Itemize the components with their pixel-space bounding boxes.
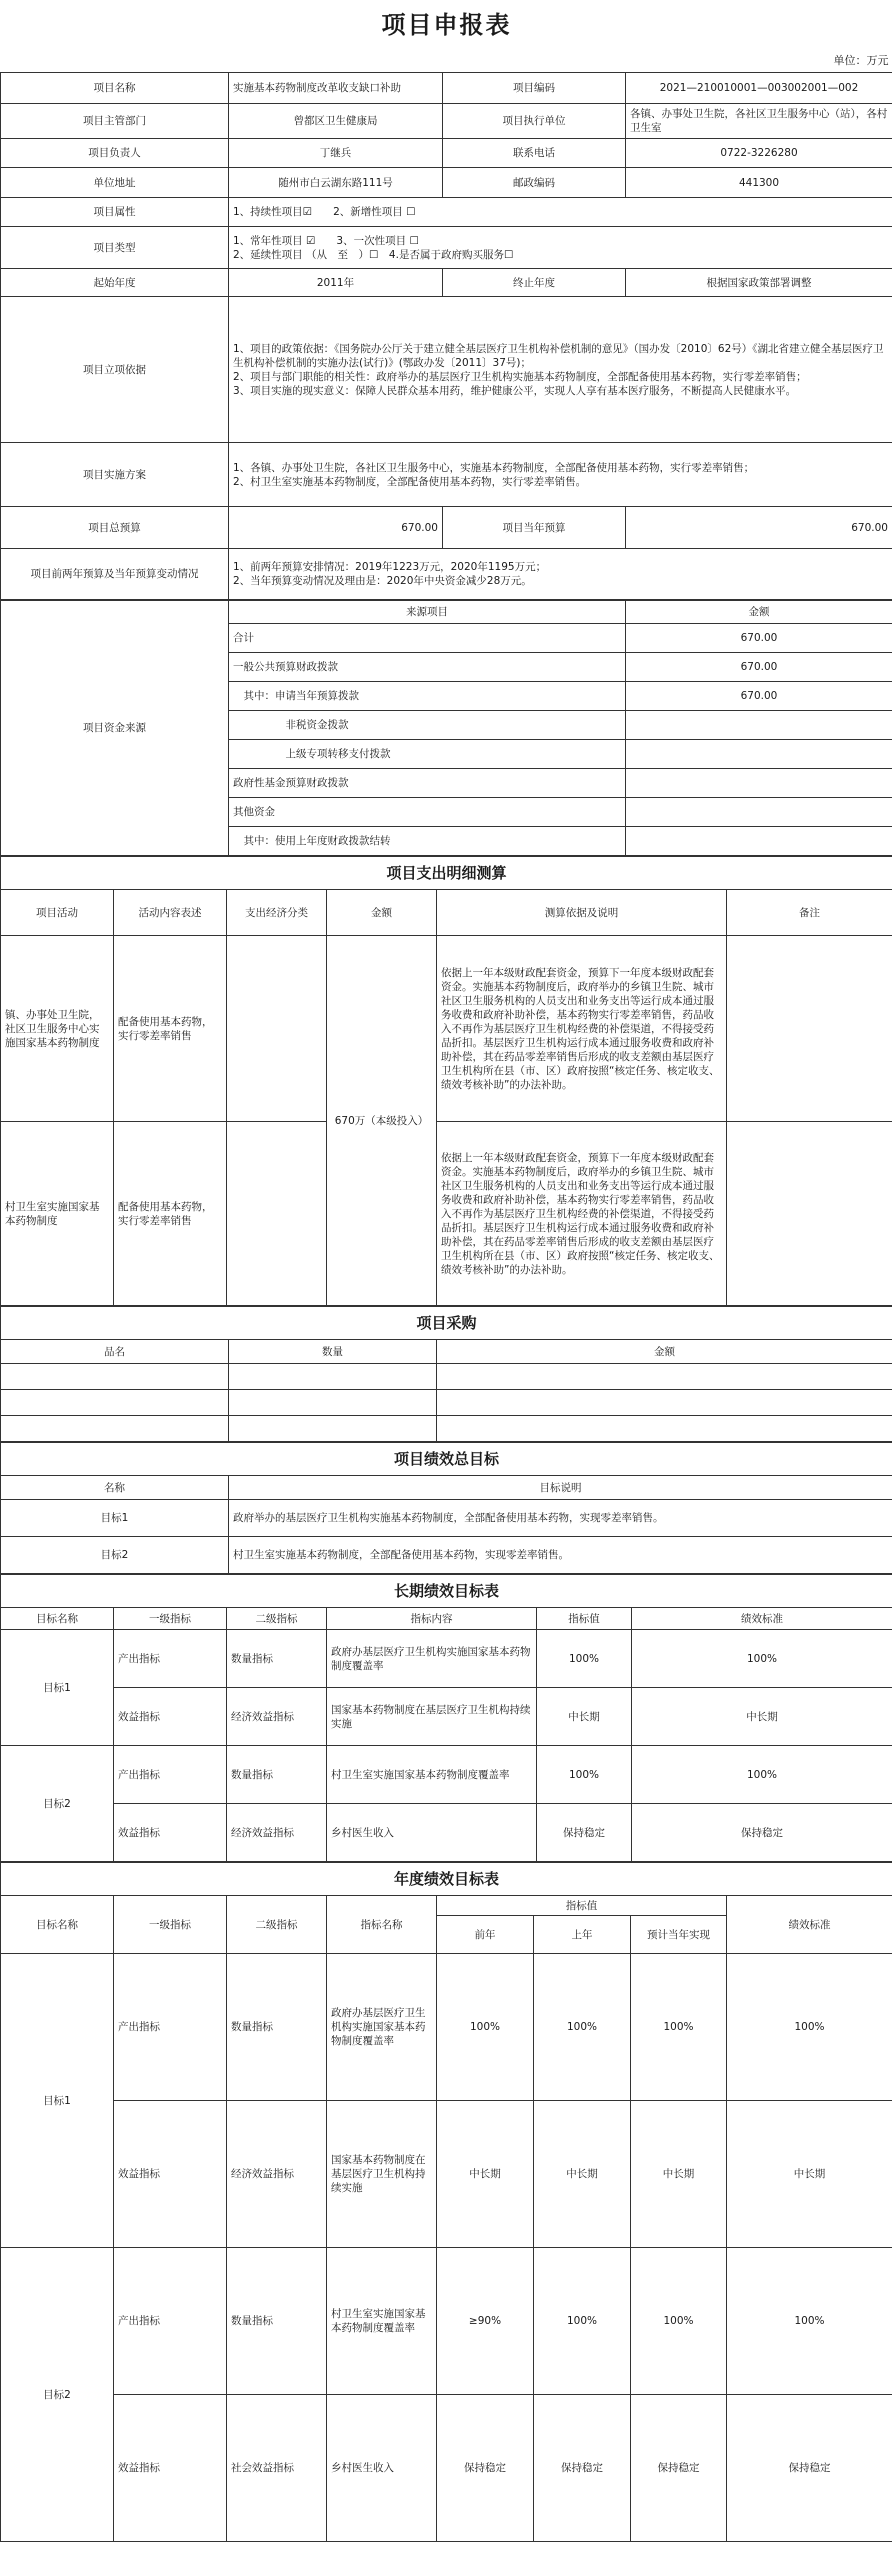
expense-activity: 村卫生室实施国家基本药物制度 bbox=[1, 1122, 114, 1306]
annual-l2: 经济效益指标 bbox=[227, 2101, 327, 2248]
annual-standard: 100% bbox=[727, 1954, 892, 2101]
performance-goals-table bbox=[0, 1442, 892, 1574]
annual-indicator: 国家基本药物制度在基层医疗卫生机构持续实施 bbox=[327, 2101, 437, 2248]
dept-label: 项目主管部门 bbox=[1, 104, 229, 139]
annual-subheader: 前年 bbox=[437, 1916, 534, 1954]
total-budget-value: 670.00 bbox=[229, 507, 443, 549]
expense-header: 测算依据及说明 bbox=[437, 890, 727, 936]
annual-goal-name: 目标1 bbox=[1, 1954, 114, 2248]
fund-row-amount bbox=[626, 827, 892, 856]
annual-l1: 产出指标 bbox=[114, 1954, 227, 2101]
procurement-cell bbox=[229, 1390, 437, 1416]
end-year-label: 终止年度 bbox=[443, 269, 626, 297]
annual-value-current: 保持稳定 bbox=[631, 2395, 727, 2542]
exec-label: 项目执行单位 bbox=[443, 104, 626, 139]
expense-note bbox=[727, 1122, 892, 1306]
expense-detail-table bbox=[0, 856, 892, 1306]
project-name-value: 实施基本药物制度改革收支缺口补助 bbox=[229, 73, 443, 104]
goal-name: 目标2 bbox=[1, 1537, 229, 1574]
long-term-l1: 效益指标 bbox=[114, 1688, 227, 1746]
long-term-l1: 产出指标 bbox=[114, 1746, 227, 1804]
year-budget-value: 670.00 bbox=[626, 507, 892, 549]
procurement-header: 品名 bbox=[1, 1340, 229, 1364]
annual-indicator: 乡村医生收入 bbox=[327, 2395, 437, 2542]
postcode-label: 邮政编码 bbox=[443, 168, 626, 198]
fund-source-table bbox=[0, 600, 892, 856]
plan-label: 项目实施方案 bbox=[1, 443, 229, 507]
change-value: 1、前两年预算安排情况：2019年1223万元，2020年1195万元； 2、当年预算变动情况及理由是：2020年中央资金减少28万元。 bbox=[229, 549, 892, 600]
expense-header: 支出经济分类 bbox=[227, 890, 327, 936]
annual-value-prev: 100% bbox=[534, 2248, 631, 2395]
procurement-table bbox=[0, 1306, 892, 1442]
long-term-header: 绩效标准 bbox=[632, 1608, 892, 1630]
goal-desc: 政府举办的基层医疗卫生机构实施基本药物制度，全部配备使用基本药物，实现零差率销售。 bbox=[229, 1500, 892, 1537]
exec-value: 各镇、办事处卫生院，各社区卫生服务中心（站），各村卫生室 bbox=[626, 104, 892, 139]
fund-row-amount: 670.00 bbox=[626, 682, 892, 711]
annual-l2: 数量指标 bbox=[227, 1954, 327, 2101]
annual-subheader: 上年 bbox=[534, 1916, 631, 1954]
fund-row-name: 非税资金拨款 bbox=[229, 711, 626, 740]
fund-header-source: 来源项目 bbox=[229, 601, 626, 624]
change-label: 项目前两年预算及当年预算变动情况 bbox=[1, 549, 229, 600]
attr-label: 项目属性 bbox=[1, 198, 229, 227]
long-term-value: 保持稳定 bbox=[537, 1804, 632, 1862]
procurement-cell bbox=[1, 1416, 229, 1442]
fund-row-amount bbox=[626, 740, 892, 769]
goals-section-title: 项目绩效总目标 bbox=[1, 1443, 892, 1476]
long-term-standard: 中长期 bbox=[632, 1688, 892, 1746]
procurement-cell bbox=[229, 1364, 437, 1390]
annual-value-prev: 保持稳定 bbox=[534, 2395, 631, 2542]
procurement-cell bbox=[437, 1364, 892, 1390]
annual-header: 目标名称 bbox=[1, 1896, 114, 1954]
annual-value-current: 100% bbox=[631, 2248, 727, 2395]
procurement-cell bbox=[437, 1416, 892, 1442]
annual-l1: 效益指标 bbox=[114, 2101, 227, 2248]
annual-standard: 中长期 bbox=[727, 2101, 892, 2248]
long-term-content: 政府办基层医疗卫生机构实施国家基本药物制度覆盖率 bbox=[327, 1630, 537, 1688]
expense-section-title: 项目支出明细测算 bbox=[1, 857, 892, 890]
fund-row-name: 一般公共预算财政拨款 bbox=[229, 653, 626, 682]
fund-row-name: 其中：申请当年预算拨款 bbox=[229, 682, 626, 711]
long-term-content: 村卫生室实施国家基本药物制度覆盖率 bbox=[327, 1746, 537, 1804]
fund-row-amount: 670.00 bbox=[626, 624, 892, 653]
long-term-content: 国家基本药物制度在基层医疗卫生机构持续实施 bbox=[327, 1688, 537, 1746]
end-year-value: 根据国家政策部署调整 bbox=[626, 269, 892, 297]
long-term-goal-name: 目标1 bbox=[1, 1630, 114, 1746]
long-term-l2: 经济效益指标 bbox=[227, 1688, 327, 1746]
long-term-goal-name: 目标2 bbox=[1, 1746, 114, 1862]
annual-standard: 保持稳定 bbox=[727, 2395, 892, 2542]
plan-value: 1、各镇、办事处卫生院，各社区卫生服务中心，实施基本药物制度，全部配备使用基本药物，实行零差率销售； 2、村卫生室实施基本药物制度，全部配备使用基本药物，实行零差率销售。 bbox=[229, 443, 892, 507]
annual-l2: 数量指标 bbox=[227, 2248, 327, 2395]
annual-value-current: 100% bbox=[631, 1954, 727, 2101]
annual-goal-name: 目标2 bbox=[1, 2248, 114, 2542]
address-label: 单位地址 bbox=[1, 168, 229, 198]
annual-header: 绩效标准 bbox=[727, 1896, 892, 1954]
postcode-value: 441300 bbox=[626, 168, 892, 198]
fund-row-amount bbox=[626, 711, 892, 740]
annual-l2: 社会效益指标 bbox=[227, 2395, 327, 2542]
fund-header-amount: 金额 bbox=[626, 601, 892, 624]
long-term-value: 100% bbox=[537, 1746, 632, 1804]
expense-note bbox=[727, 936, 892, 1122]
leader-label: 项目负责人 bbox=[1, 139, 229, 168]
fund-row-name: 其中：使用上年度财政拨款结转 bbox=[229, 827, 626, 856]
long-term-content: 乡村医生收入 bbox=[327, 1804, 537, 1862]
procurement-cell bbox=[1, 1390, 229, 1416]
annual-header: 二级指标 bbox=[227, 1896, 327, 1954]
start-year-value: 2011年 bbox=[229, 269, 443, 297]
long-term-l2: 数量指标 bbox=[227, 1630, 327, 1688]
annual-value-prev: 中长期 bbox=[534, 2101, 631, 2248]
long-term-header: 指标值 bbox=[537, 1608, 632, 1630]
long-term-header: 目标名称 bbox=[1, 1608, 114, 1630]
long-term-standard: 100% bbox=[632, 1630, 892, 1688]
annual-l1: 效益指标 bbox=[114, 2395, 227, 2542]
fund-row-amount bbox=[626, 769, 892, 798]
type-label: 项目类型 bbox=[1, 227, 229, 269]
fund-row-amount: 670.00 bbox=[626, 653, 892, 682]
long-term-l2: 经济效益指标 bbox=[227, 1804, 327, 1862]
expense-header: 备注 bbox=[727, 890, 892, 936]
annual-header: 指标值 bbox=[437, 1896, 727, 1916]
project-name-label: 项目名称 bbox=[1, 73, 229, 104]
fund-row-amount bbox=[626, 798, 892, 827]
annual-value-prev2: ≥90% bbox=[437, 2248, 534, 2395]
expense-header: 金额 bbox=[327, 890, 437, 936]
expense-basis: 依据上一年本级财政配套资金，预算下一年度本级财政配套资金。实施基本药物制度后，政府举办的乡镇卫生院、城市社区卫生服务机构的人员支出和业务支出等运行成本通过服务收费和政府补助补偿，基本药物实行零差率销售，药品收入不再作为基层医疗卫生机构经费的补偿渠道，不得接受药品折扣。基层医疗卫生机构运行成本通过服务收费和政府补助补偿，其在药品零差率销售后形成的收支差额由基层医疗卫生机构所在县（市、区）政府按照“核定任务、核定收支、绩效考核补助”的办法补助。 bbox=[437, 936, 727, 1122]
phone-value: 0722-3226280 bbox=[626, 139, 892, 168]
long-term-l1: 产出指标 bbox=[114, 1630, 227, 1688]
basic-info-table bbox=[0, 0, 892, 600]
long-term-header: 二级指标 bbox=[227, 1608, 327, 1630]
annual-l1: 产出指标 bbox=[114, 2248, 227, 2395]
phone-label: 联系电话 bbox=[443, 139, 626, 168]
fund-source-label: 项目资金来源 bbox=[1, 601, 229, 856]
address-value: 随州市白云湖东路111号 bbox=[229, 168, 443, 198]
long-term-performance-table bbox=[0, 1574, 892, 1862]
goals-header: 目标说明 bbox=[229, 1476, 892, 1500]
fund-row-name: 其他资金 bbox=[229, 798, 626, 827]
year-budget-label: 项目当年预算 bbox=[443, 507, 626, 549]
procurement-header: 金额 bbox=[437, 1340, 892, 1364]
procurement-header: 数量 bbox=[229, 1340, 437, 1364]
total-budget-label: 项目总预算 bbox=[1, 507, 229, 549]
expense-amount: 670万（本级投入） bbox=[327, 936, 437, 1306]
expense-content: 配备使用基本药物，实行零差率销售 bbox=[114, 936, 227, 1122]
long-term-standard: 100% bbox=[632, 1746, 892, 1804]
expense-econ-class bbox=[227, 1122, 327, 1306]
long-term-value: 中长期 bbox=[537, 1688, 632, 1746]
start-year-label: 起始年度 bbox=[1, 269, 229, 297]
expense-activity: 镇、办事处卫生院，社区卫生服务中心实施国家基本药物制度 bbox=[1, 936, 114, 1122]
annual-standard: 100% bbox=[727, 2248, 892, 2395]
unit-label: 单位：万元 bbox=[1, 50, 892, 73]
basis-value: 1、项目的政策依据：《国务院办公厅关于建立健全基层医疗卫生机构补偿机制的意见》（国办发〔2010〕62号）《湖北省建立健全基层医疗卫生机构补偿机制的实施办法(试行)》(鄂政办发〔2011〕37号)； 2、项目与部门职能的相关性：政府举办的基层医疗卫生机构实施基本药物制度，全部配备使用基本药物，实行零差率销售； 3、项目实施的现实意义：保障人民群众基本用药，维护健康公平，实现人人享有基本医疗服务，不断提高人民健康水平。 bbox=[229, 297, 892, 443]
annual-indicator: 政府办基层医疗卫生机构实施国家基本药物制度覆盖率 bbox=[327, 1954, 437, 2101]
dept-value: 曾都区卫生健康局 bbox=[229, 104, 443, 139]
annual-header: 指标名称 bbox=[327, 1896, 437, 1954]
annual-section-title: 年度绩效目标表 bbox=[1, 1863, 892, 1896]
project-code-label: 项目编码 bbox=[443, 73, 626, 104]
procurement-cell bbox=[437, 1390, 892, 1416]
long-term-l2: 数量指标 bbox=[227, 1746, 327, 1804]
goals-header: 名称 bbox=[1, 1476, 229, 1500]
expense-basis: 依据上一年本级财政配套资金，预算下一年度本级财政配套资金。实施基本药物制度后，政府举办的乡镇卫生院、城市社区卫生服务机构的人员支出和业务支出等运行成本通过服务收费和政府补助补偿，基本药物实行零差率销售，药品收入不再作为基层医疗卫生机构经费的补偿渠道，不得接受药品折扣。基层医疗卫生机构运行成本通过服务收费和政府补助补偿，其在药品零差率销售后形成的收支差额由基层医疗卫生机构所在县（市、区）政府按照“核定任务、核定收支、绩效考核补助”的办法补助。 bbox=[437, 1122, 727, 1306]
annual-value-prev2: 中长期 bbox=[437, 2101, 534, 2248]
expense-econ-class bbox=[227, 936, 327, 1122]
fund-row-name: 政府性基金预算财政拨款 bbox=[229, 769, 626, 798]
procurement-section-title: 项目采购 bbox=[1, 1307, 892, 1340]
page-title: 项目申报表 bbox=[381, 11, 512, 39]
long-term-value: 100% bbox=[537, 1630, 632, 1688]
goal-name: 目标1 bbox=[1, 1500, 229, 1537]
procurement-cell bbox=[229, 1416, 437, 1442]
annual-header: 一级指标 bbox=[114, 1896, 227, 1954]
long-term-l1: 效益指标 bbox=[114, 1804, 227, 1862]
annual-value-prev2: 100% bbox=[437, 1954, 534, 2101]
attr-value: 1、持续性项目☑ 2、新增性项目 ☐ bbox=[229, 198, 892, 227]
expense-header: 活动内容表述 bbox=[114, 890, 227, 936]
annual-value-current: 中长期 bbox=[631, 2101, 727, 2248]
type-value: 1、常年性项目 ☑ 3、一次性项目 ☐ 2、延续性项目 （从 至 ）☐ 4.是否属于政府购买服务☐ bbox=[229, 227, 892, 269]
leader-value: 丁继兵 bbox=[229, 139, 443, 168]
project-code-value: 2021—210010001—003002001—002 bbox=[626, 73, 892, 104]
annual-value-prev: 100% bbox=[534, 1954, 631, 2101]
annual-value-prev2: 保持稳定 bbox=[437, 2395, 534, 2542]
goal-desc: 村卫生室实施基本药物制度，全部配备使用基本药物，实现零差率销售。 bbox=[229, 1537, 892, 1574]
long-term-header: 指标内容 bbox=[327, 1608, 537, 1630]
annual-indicator: 村卫生室实施国家基本药物制度覆盖率 bbox=[327, 2248, 437, 2395]
long-term-section-title: 长期绩效目标表 bbox=[1, 1575, 892, 1608]
fund-row-name: 合计 bbox=[229, 624, 626, 653]
expense-content: 配备使用基本药物，实行零差率销售 bbox=[114, 1122, 227, 1306]
procurement-cell bbox=[1, 1364, 229, 1390]
basis-label: 项目立项依据 bbox=[1, 297, 229, 443]
expense-header: 项目活动 bbox=[1, 890, 114, 936]
long-term-header: 一级指标 bbox=[114, 1608, 227, 1630]
long-term-standard: 保持稳定 bbox=[632, 1804, 892, 1862]
fund-row-name: 上级专项转移支付拨款 bbox=[229, 740, 626, 769]
annual-subheader: 预计当年实现 bbox=[631, 1916, 727, 1954]
annual-performance-table bbox=[0, 1862, 892, 2542]
